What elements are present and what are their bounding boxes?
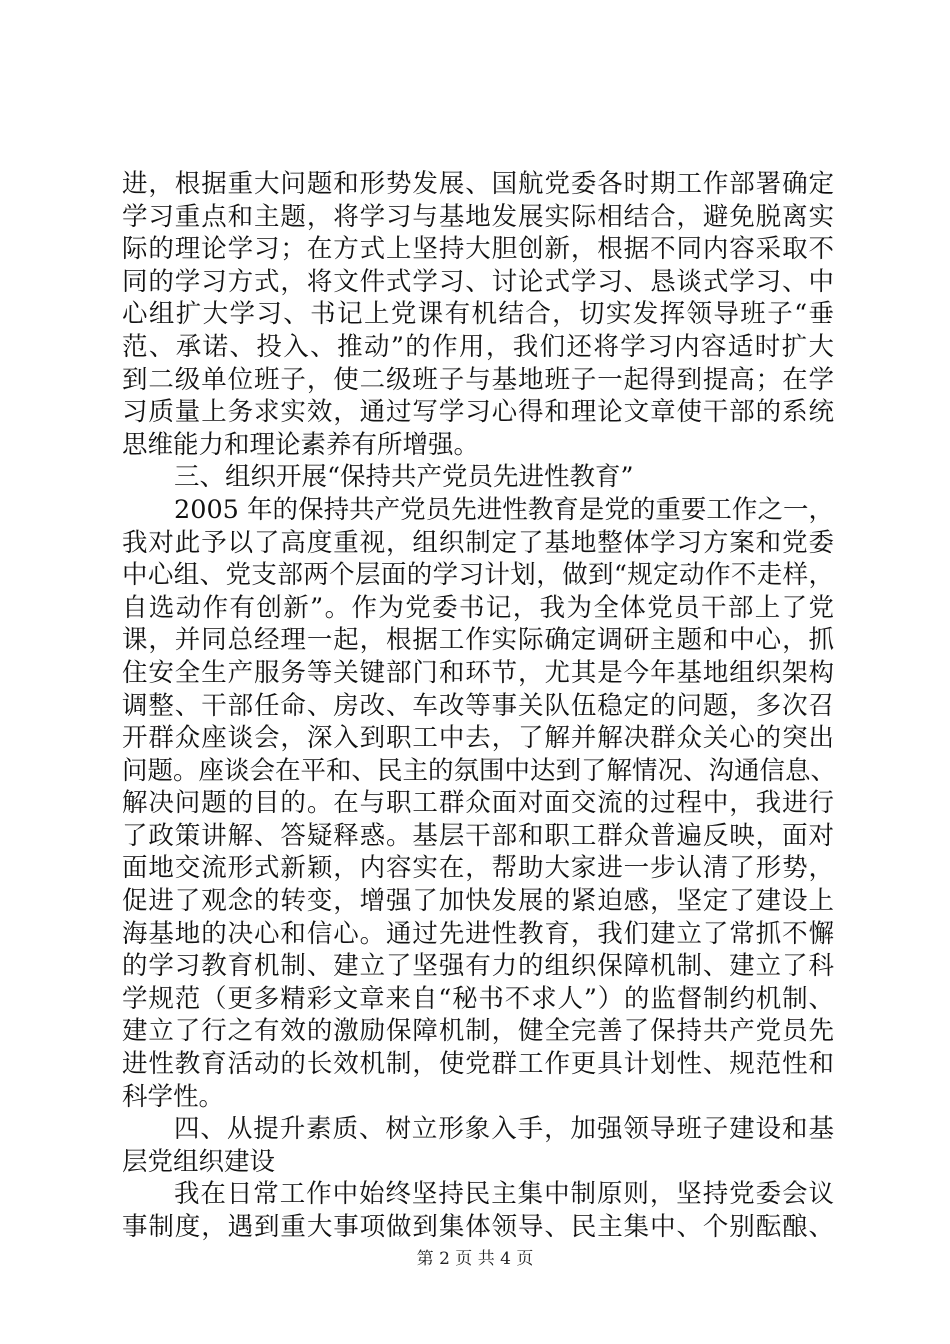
text-line: 到二级单位班子，使二级班子与基地班子一起得到提高；在学: [122, 364, 834, 395]
text-line: 面地交流形式新颖，内容实在，帮助大家进一步认清了形势，: [122, 853, 834, 884]
text-line: 学规范（更多精彩文章来自“秘书不求人”）的监督制约机制、: [122, 983, 834, 1014]
text-line: 自选动作有创新”。作为党委书记，我为全体党员干部上了党: [122, 592, 834, 623]
text-line: 进性教育活动的长效机制，使党群工作更具计划性、规范性和: [122, 1049, 834, 1080]
text-line: 课，并同总经理一起，根据工作实际确定调研主题和中心，抓: [122, 625, 834, 656]
text-line: 促进了观念的转变，增强了加快发展的紧迫感，坚定了建设上: [122, 886, 834, 917]
text-line: 建立了行之有效的激励保障机制，健全完善了保持共产党员先: [122, 1016, 834, 1047]
text-line: 我对此予以了高度重视，组织制定了基地整体学习方案和党委: [122, 527, 834, 558]
text-line: 层党组织建设: [122, 1146, 276, 1177]
text-line: 同的学习方式，将文件式学习、讨论式学习、恳谈式学习、中: [122, 266, 834, 297]
text-line: 了政策讲解、答疑释惑。基层干部和职工群众普遍反映，面对: [122, 820, 834, 851]
text-line: 思维能力和理论素养有所增强。: [122, 429, 480, 460]
text-line: 中心组、党支部两个层面的学习计划，做到“规定动作不走样，: [122, 560, 834, 591]
text-line: 范、承诺、投入、推动”的作用，我们还将学习内容适时扩大: [122, 331, 834, 362]
text-line: 问题。座谈会在平和、民主的氛围中达到了解情况、沟通信息、: [122, 755, 837, 786]
text-line: 习质量上务求实效，通过写学习心得和理论文章使干部的系统: [122, 397, 834, 428]
text-line: 学习重点和主题，将学习与基地发展实际相结合，避免脱离实: [122, 201, 834, 232]
text-line: 我在日常工作中始终坚持民主集中制原则，坚持党委会议: [174, 1179, 834, 1210]
text-line: 海基地的决心和信心。通过先进性教育，我们建立了常抓不懈: [122, 918, 834, 949]
text-line: 的学习教育机制、建立了坚强有力的组织保障机制、建立了科: [122, 951, 834, 982]
text-line: 2005 年的保持共产党员先进性教育是党的重要工作之一，: [174, 494, 834, 525]
text-line: 心组扩大学习、书记上党课有机结合，切实发挥领导班子“垂: [122, 299, 834, 330]
text-line: 四、从提升素质、树立形象入手，加强领导班子建设和基: [174, 1114, 834, 1145]
text-line: 三、组织开展“保持共产党员先进性教育”: [174, 462, 634, 493]
text-line: 事制度，遇到重大事项做到集体领导、民主集中、个别酝酿、: [122, 1212, 834, 1242]
text-line: 进，根据重大问题和形势发展、国航党委各时期工作部署确定: [122, 169, 834, 199]
text-line: 科学性。: [122, 1081, 225, 1112]
text-line: 开群众座谈会，深入到职工中去，了解并解决群众关心的突出: [122, 723, 834, 754]
text-line: 际的理论学习；在方式上坚持大胆创新，根据不同内容采取不: [122, 234, 834, 265]
text-line: 住安全生产服务等关键部门和环节，尤其是今年基地组织架构: [122, 657, 834, 688]
text-line: 调整、干部任命、房改、车改等事关队伍稳定的问题，多次召: [122, 690, 834, 721]
page-footer: 第 2 页 共 4 页: [416, 1249, 534, 1269]
document-body: [122, 168, 837, 1244]
text-line: 解决问题的目的。在与职工群众面对面交流的过程中，我进行: [122, 788, 834, 819]
